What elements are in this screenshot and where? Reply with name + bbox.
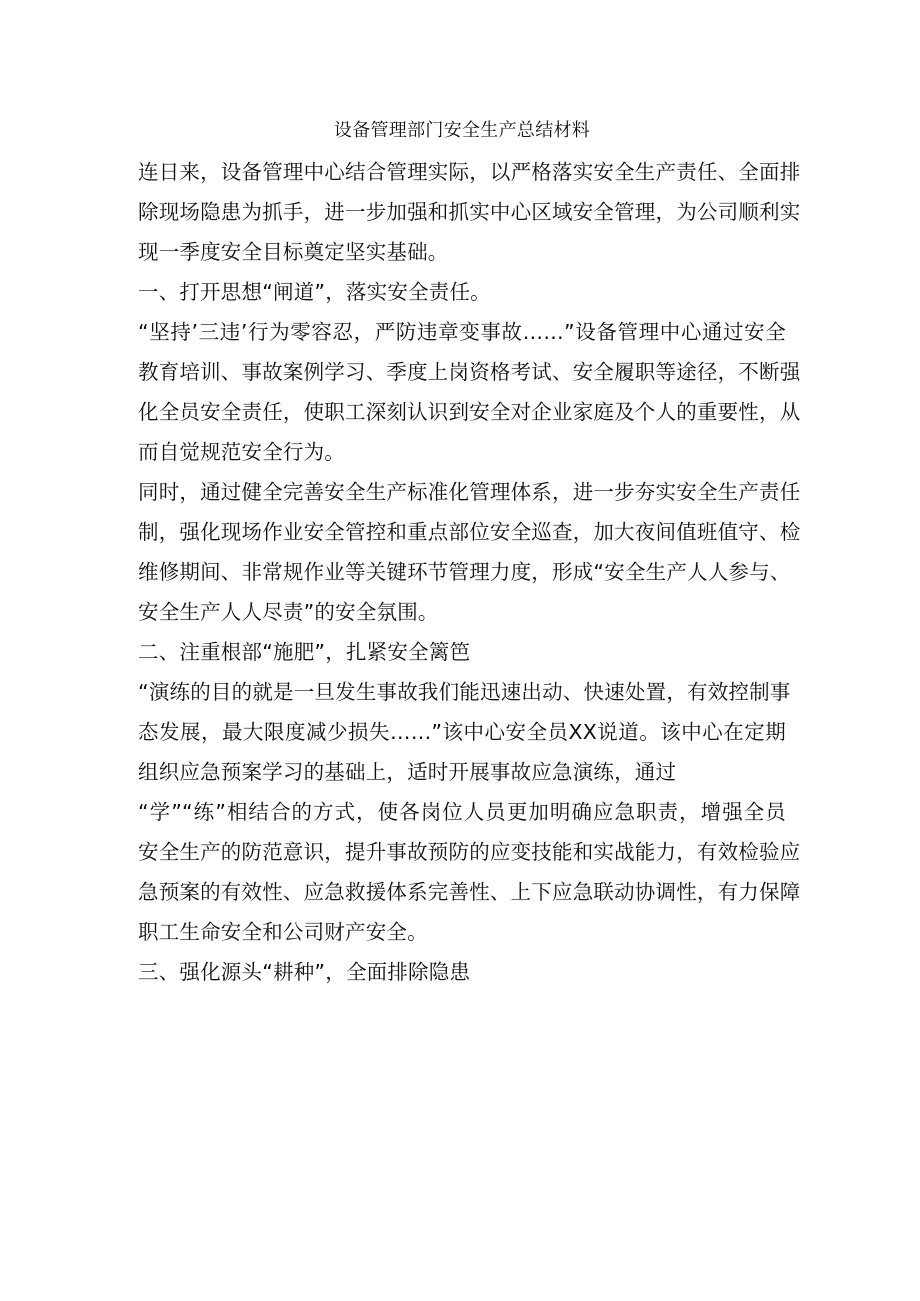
paragraph-learning — [138, 792, 801, 952]
text-line: 态发展，最大限度减少损失……”该中心安全员XX说道。该中心在定期 — [138, 720, 786, 744]
text-line: 除现场隐患为抓手，进一步加强和抓实中心区域安全管理，为公司顺利实 — [138, 200, 801, 224]
text-line: 维修期间、非常规作业等关键环节管理力度，形成“安全生产人人参与、 — [138, 560, 791, 584]
text-line: “演练的目的就是一旦发生事故我们能迅速出动、快速处置，有效控制事 — [138, 680, 791, 704]
heading-line: 一、打开思想“闸道”，落实安全责任。 — [138, 280, 491, 304]
text-line: 安全生产的防范意识，提升事故预防的应变技能和实战能力，有效检验应 — [138, 840, 801, 864]
section-heading-1 — [138, 272, 786, 312]
section-heading-2 — [138, 632, 786, 672]
section-heading-3 — [138, 952, 786, 992]
document-page — [138, 116, 801, 992]
text-line: 现一季度安全目标奠定坚实基础。 — [138, 240, 449, 264]
text-line: 连日来，设备管理中心结合管理实际，以严格落实安全生产责任、全面排 — [138, 160, 801, 184]
text-line: 同时，通过健全完善安全生产标准化管理体系，进一步夯实安全生产责任 — [138, 480, 801, 504]
text-line: 化全员安全责任，使职工深刻认识到安全对企业家庭及个人的重要性，从 — [138, 400, 801, 424]
paragraph-intro — [138, 152, 801, 272]
paragraph-standardization — [138, 472, 801, 632]
text-line: 教育培训、事故案例学习、季度上岗资格考试、安全履职等途径，不断强 — [138, 360, 801, 384]
heading-line: 二、注重根部“施肥”，扎紧安全篱笆 — [138, 640, 471, 664]
text-line: 急预案的有效性、应急救援体系完善性、上下应急联动协调性，有力保障 — [138, 880, 801, 904]
text-line: 职工生命安全和公司财产安全。 — [138, 920, 428, 944]
text-line: 制，强化现场作业安全管控和重点部位安全巡查，加大夜间值班值守、检 — [138, 520, 801, 544]
paragraph-responsibility — [138, 312, 801, 472]
text-line: “学”“练”相结合的方式，使各岗位人员更加明确应急职责，增强全员 — [138, 800, 786, 824]
text-line: 安全生产人人尽责”的安全氛围。 — [138, 600, 439, 624]
text-line: 而自觉规范安全行为。 — [138, 440, 345, 464]
heading-line: 三、强化源头“耕种”，全面排除隐患 — [138, 960, 471, 984]
document-title: 设备管理部门安全生产总结材料 — [333, 120, 591, 141]
text-line: 组织应急预案学习的基础上，适时开展事故应急演练，通过 — [138, 760, 677, 784]
paragraph-drill — [138, 672, 791, 792]
text-line: “坚持’三违’行为零容忍，严防违章变事故……”设备管理中心通过安全 — [138, 320, 786, 344]
